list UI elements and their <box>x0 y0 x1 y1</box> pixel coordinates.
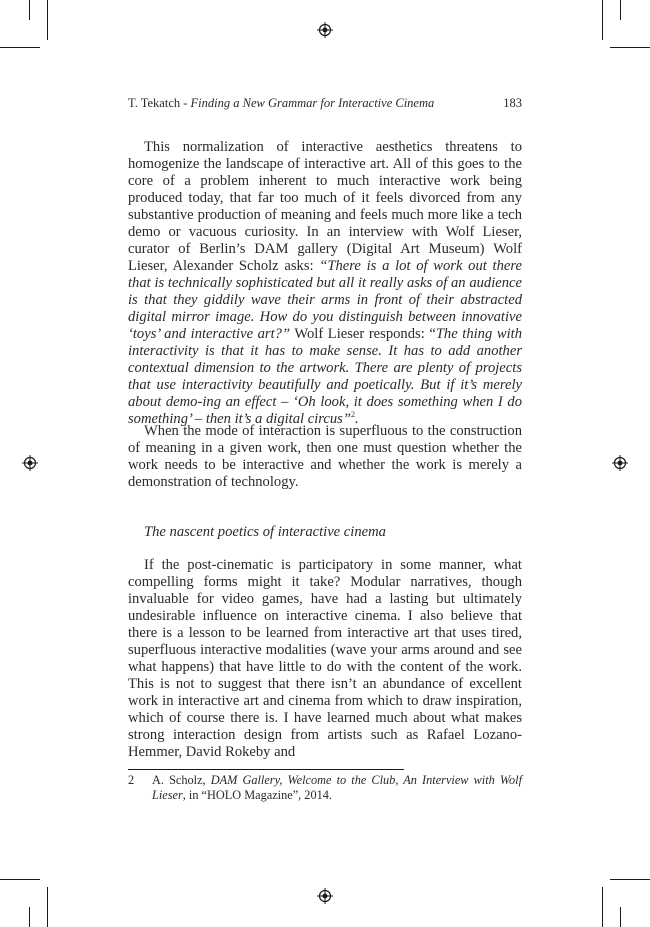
footnote-text-a: A. Scholz, <box>152 773 211 787</box>
paragraph-1-text <box>128 139 522 428</box>
header-author: T. Tekatch - <box>128 96 191 110</box>
crop-mark-icon <box>620 907 621 927</box>
crop-mark-icon <box>620 0 621 20</box>
paragraph-3 <box>128 557 522 761</box>
crop-mark-icon <box>602 0 603 40</box>
paragraph-2 <box>128 423 522 491</box>
crop-mark-icon <box>47 0 48 40</box>
crop-mark-icon <box>610 47 650 48</box>
footnote <box>128 773 522 803</box>
crop-mark-icon <box>0 47 40 48</box>
paragraph-1-text-b: Wolf Lieser responds: “ <box>290 326 436 342</box>
registration-mark-icon <box>22 455 38 471</box>
footnote-text <box>152 773 522 803</box>
page-number: 183 <box>503 96 522 110</box>
running-head <box>128 96 434 111</box>
crop-mark-icon <box>610 879 650 880</box>
paragraph-3-text: If the post-cinematic is participatory in some manner, what compelling forms might it take? Modular narratives, though invaluable for video games, have had a lasting but ultimately undesirable influence on interactive cinema. I also believe that there is a lesson to be learned from interactive art that uses tired, superfluous interactive modalities (wave your arms around and see what happens) that have little to do with the content of the work. This is not to suggest that there isn’t an abundance of excellent work in interactive art and cinema from which to draw inspiration, which of course there is. I have learned much about what makes strong interaction design from artists such as Rafael Lozano-Hemmer, David Rokeby and <box>128 557 522 760</box>
paragraph-1 <box>128 139 522 428</box>
lieser-quote: The thing with interactivity is that it has to make sense. It has to add another contextual dimension to the artwork. There are plenty of projects that use interactivity beautifully and poetically. But if it’s merely about demo-ing an effect – ‘Oh look, it does something when I do something’ – then it’s a digital circus” <box>128 326 522 427</box>
header-title: Finding a New Grammar for Interactive Cinema <box>190 96 435 110</box>
crop-mark-icon <box>29 907 30 927</box>
footnote-text-b: , in “HOLO Magazine”, 2014. <box>182 788 332 802</box>
paragraph-1-end: . <box>354 411 359 427</box>
section-heading: The nascent poetics of interactive cinema <box>144 524 386 540</box>
registration-mark-icon <box>317 22 333 38</box>
paragraph-1-text-a: This normalization of interactive aesthetics threatens to homogenize the landscape of interactive art. All of this goes to the core of a problem inherent to much interactive work being produced today, that far too much of it feels divorced from any substantive production of meaning and feels much more like a tech demo or vacuous curiosity. In an interview with Wolf Lieser, curator of Berlin’s DAM gallery (Digital Art Museum) Wolf Lieser, Alexander Scholz asks: <box>128 139 522 274</box>
crop-mark-icon <box>47 887 48 927</box>
crop-mark-icon <box>29 0 30 20</box>
crop-mark-icon <box>602 887 603 927</box>
footnote-reference: 2 <box>350 410 355 420</box>
footnote-number: 2 <box>128 773 135 787</box>
registration-mark-icon <box>612 455 628 471</box>
crop-mark-icon <box>0 879 40 880</box>
registration-mark-icon <box>317 888 333 904</box>
running-header <box>128 96 522 112</box>
scholz-quote: “There is a lot of work out there that is technically sophisticated but all it really asks of an audience is that they giddily wave their arms in front of their abstracted digital mirror image. How do you distinguish between innovative ‘toys’ and interactive art?” <box>128 258 522 342</box>
footnote-title: DAM Gallery, Welcome to the Club, An Interview with Wolf Lieser <box>152 773 522 802</box>
footnote-divider <box>128 769 404 770</box>
paragraph-2-text: When the mode of interaction is superfluous to the construction of meaning in a given work, then one must question whether the work needs to be interactive and whether the work is merely a demonstration of technology. <box>128 423 522 490</box>
